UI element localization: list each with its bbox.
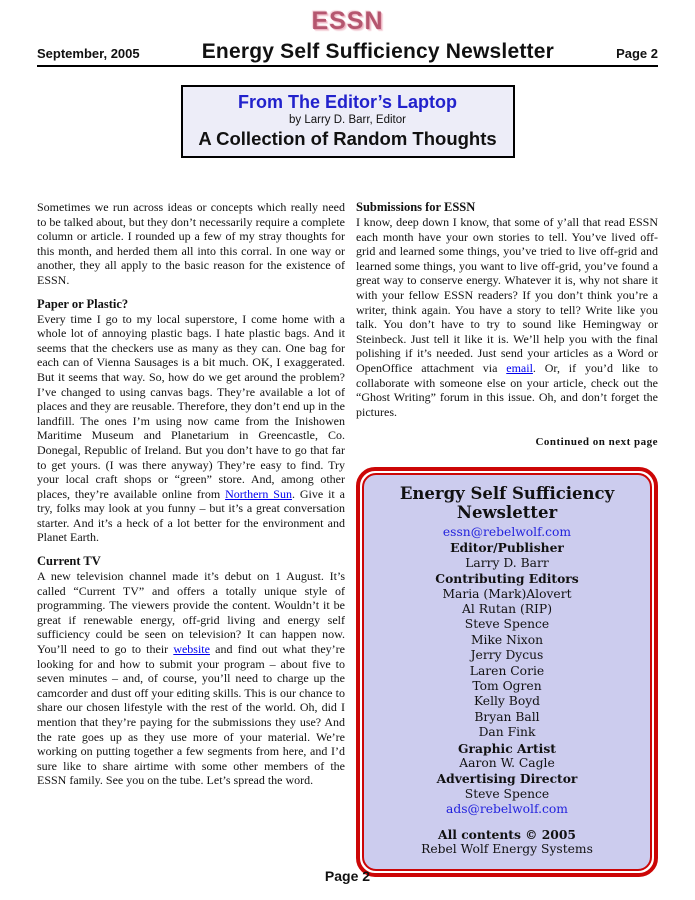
masthead-staff-name: Mike Nixon (470, 632, 544, 647)
masthead-box (356, 467, 658, 878)
masthead-title: Energy Self Sufficiency Newsletter (399, 483, 615, 523)
submissions-email-link[interactable]: email (506, 360, 533, 375)
continued-notice: Continued on next page (535, 436, 658, 449)
essn-email-link[interactable]: essn@rebelwolf.com (442, 524, 572, 539)
paper-or-plastic-paragraph (37, 312, 345, 546)
masthead-staff-name: Tom Ogren (472, 678, 542, 693)
paragraph-text: Every time I go to my local superstore, I come home with a whole lot of annoying plastic bags. I hate plastic bags. And it seems that the checkers use as many as they can. One bag for each can of Vienna Sausages is a bit much. OK, I exaggerated. But it seems that way. So, how do we get around the problem? I’ve changed to using canvas bags. They’re available a lot of places and they are reusable. Therefore, they don’t end up in the landfill. The ones I’m using now came from the Inishowen Maritime Museum and Planetarium in Greencastle, Co. Donegal, Republic of Ireland. But you don’t have to go that far to get yours. (I was there anyway) They’re easy to find. Try your local craft shops or “green” store. And, among other places, they’re available online from (37, 311, 345, 501)
masthead-company: Rebel Wolf Energy Systems (421, 842, 593, 857)
masthead-staff-name: Al Rutan (RIP) (462, 601, 552, 616)
masthead-role-heading: Editor/Publisher (450, 540, 564, 556)
submissions-paragraph (356, 215, 658, 419)
masthead-staff-name: Laren Corie (469, 663, 545, 678)
ads-email-link[interactable]: ads@rebelwolf.com (446, 802, 568, 817)
paragraph-text: and find out what they’re looking for and how to submit your program – about five to seven minutes – and, of course, you’ll need to charge up the camcorder and dust off your editing skills. This is our chance to share our chosen lifestyle with the rest of the world. Oh, did I mention that they’re paying for the submissions they use? And the rate goes up as they use more of your material. We’re working on putting together a few segments from here, and I’d sure like to share airtime with some other members of the ESSN family. See you on the tube. Let’s spread the word. (37, 642, 345, 788)
editor-title-box (181, 85, 515, 158)
masthead-role-heading: Contributing Editors (435, 571, 579, 587)
masthead-staff-name: Steve Spence (464, 786, 550, 801)
current-tv-paragraph (37, 569, 345, 788)
section-heading-submissions: Submissions for ESSN (356, 200, 476, 214)
masthead-copyright: All contents © 2005 (438, 826, 576, 842)
masthead-staff-name: Maria (Mark)Alovert (442, 586, 572, 601)
article-columns (0, 200, 695, 877)
essn-logo: ESSN (311, 7, 384, 35)
masthead-role-heading: Graphic Artist (458, 740, 556, 756)
masthead-staff-name: Aaron W. Cagle (459, 756, 555, 770)
intro-paragraph: Sometimes we run across ideas or concepts which really need to be talked about, but they don’t necessarily require a complete column or article. I rounded up a few of my stray thoughts for this month, and herded them all into this corral. In one way or another, they all apply to the basic reason for the existence of ESSN. (37, 200, 345, 287)
page-header (37, 40, 658, 67)
footer-page-number: Page 2 (324, 868, 371, 884)
masthead-role-heading: Advertising Director (436, 771, 578, 787)
masthead-content (362, 473, 652, 872)
masthead-staff-name: Larry D. Barr (465, 555, 549, 570)
header-date: September, 2005 (37, 46, 140, 61)
column-title: From The Editor’s Laptop (238, 92, 457, 112)
masthead-staff-name: Dan Fink (478, 725, 536, 740)
left-column (37, 200, 345, 877)
current-tv-website-link[interactable]: website (173, 642, 210, 657)
column-subtitle: A Collection of Random Thoughts (198, 128, 497, 149)
paragraph-text: . Or, if you’d like to collaborate with someone else on your article, check out the “Ghost Writing” forum in this issue. Oh, and don’t forget the pictures. (356, 360, 658, 419)
right-column (356, 200, 658, 877)
masthead-staff-list (376, 540, 638, 817)
paragraph-text: I know, deep down I know, that some of y’all that read ESSN each month have your own stories to tell. You’ve lived off-grid and learned some things, you’ve tried to live off-grid and learned some things, you want to live off-grid, you’ve found a great way to conserve energy. Whatever it is, why not share it with your fellow ESSN readers? If you don’t think you’re a writer, think again. You have a story to tell? Write like you talk. You don’t have to try to sound like Hemingway or Steinbeck. Just tell it like it is. We’ll help you with the final polishing if it’s needed. Just send your articles as a Word or OpenOffice attachment via (356, 215, 658, 375)
masthead-staff-name: Jerry Dycus (470, 648, 544, 663)
section-heading-paper-or-plastic: Paper or Plastic? (37, 296, 129, 311)
header-page-number: Page 2 (616, 46, 658, 61)
paragraph-text: . Give it a try, folks may look at you funny – but it’s a great conversation starter. And it’s a heck of a lot better for the environment and Planet Earth. (37, 486, 345, 545)
masthead-staff-name: Kelly Boyd (473, 694, 541, 709)
column-byline: by Larry D. Barr, Editor (289, 114, 406, 126)
paragraph-text: A new television channel made it’s debut on 1 August. It’s called “Current TV” and offers a totally unique style of programming. The viewers provide the content. Wouldn’t it be great if renewable energy, off-grid living and energy self sufficiency could be seen on television? It can happen now. You’ll need to go to their (37, 569, 345, 657)
header-title: Energy Self Sufficiency Newsletter (201, 40, 554, 63)
masthead-staff-name: Bryan Ball (474, 709, 540, 724)
section-heading-current-tv: Current TV (37, 554, 101, 569)
northern-sun-link[interactable]: Northern Sun (225, 486, 292, 501)
masthead-staff-name: Steve Spence (464, 617, 550, 632)
